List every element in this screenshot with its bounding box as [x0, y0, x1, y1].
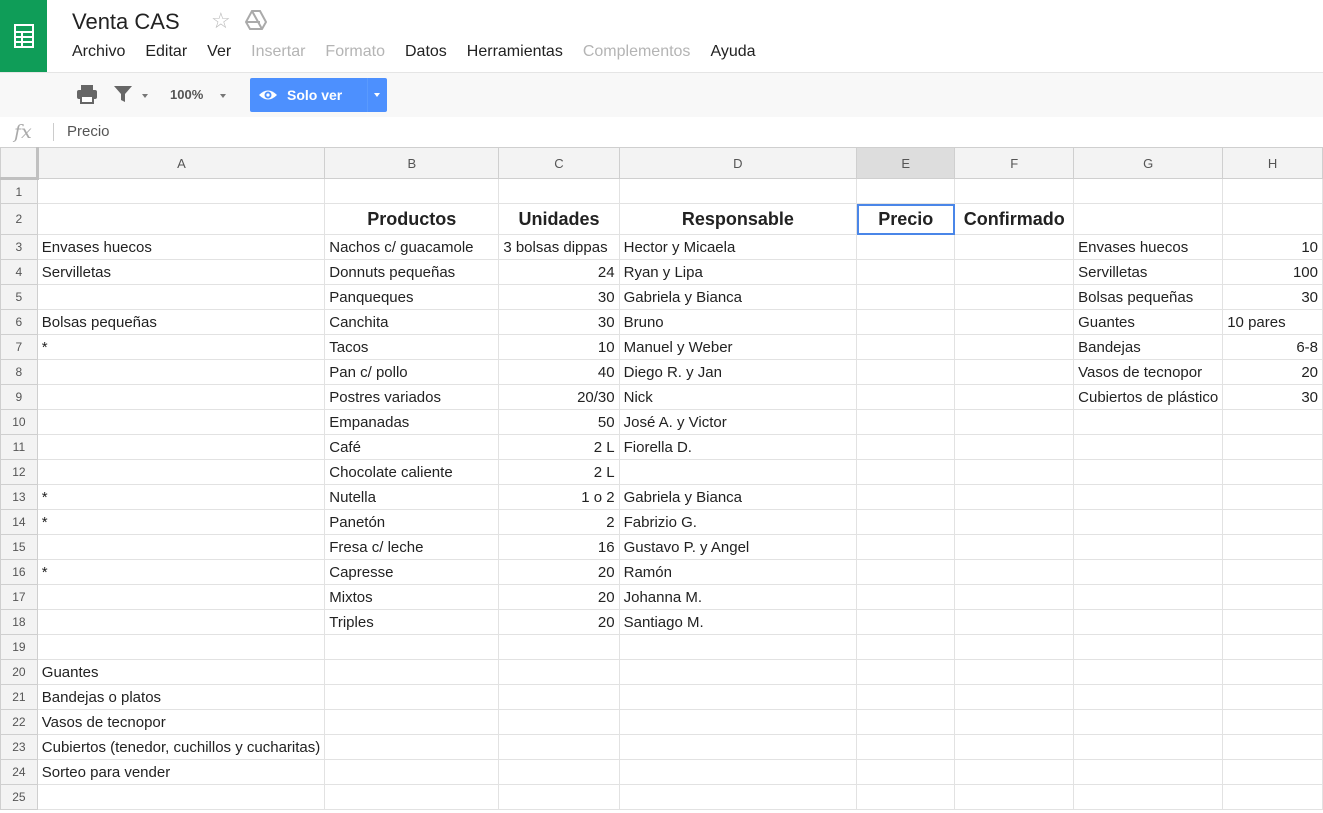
table-row [1, 260, 1323, 285]
row-header[interactable]: 19 [1, 635, 38, 660]
cell-g24[interactable] [1074, 760, 1223, 785]
row-header[interactable]: 23 [1, 735, 38, 760]
cell-a16[interactable]: * [37, 560, 324, 585]
cell-f17[interactable] [955, 585, 1074, 610]
formula-input[interactable]: Precio [67, 123, 110, 140]
cell-a14[interactable]: * [37, 510, 324, 535]
cell-a9[interactable] [37, 385, 324, 410]
cell-f23[interactable] [955, 735, 1074, 760]
toolbar [0, 72, 1323, 118]
row-header[interactable]: 12 [1, 460, 38, 485]
drive-icon[interactable] [245, 10, 267, 35]
row-header[interactable]: 24 [1, 760, 38, 785]
row-header[interactable]: 22 [1, 710, 38, 735]
cell-a2[interactable] [37, 204, 324, 235]
cell-g13[interactable] [1074, 485, 1223, 510]
cell-b24[interactable] [325, 760, 499, 785]
cell-g7[interactable]: Bandejas [1074, 335, 1223, 360]
cell-a17[interactable] [37, 585, 324, 610]
cell-b10[interactable]: Empanadas [325, 410, 499, 435]
cell-d24[interactable] [619, 760, 856, 785]
cell-e8[interactable] [857, 360, 955, 385]
select-all-corner[interactable] [1, 148, 38, 179]
cell-h7[interactable]: 6-8 [1223, 335, 1323, 360]
column-header-h[interactable]: H [1223, 148, 1323, 179]
cell-e13[interactable] [857, 485, 955, 510]
cell-d17[interactable]: Johanna M. [619, 585, 856, 610]
cell-e11[interactable] [857, 435, 955, 460]
cell-d22[interactable] [619, 710, 856, 735]
table-row [1, 585, 1323, 610]
cell-a3[interactable]: Envases huecos [37, 235, 324, 260]
view-mode-dropdown-icon[interactable] [374, 93, 380, 97]
cell-e12[interactable] [857, 460, 955, 485]
cell-b20[interactable] [325, 660, 499, 685]
cell-g11[interactable] [1074, 435, 1223, 460]
column-header-c[interactable]: C [499, 148, 619, 179]
star-icon[interactable]: ☆ [211, 8, 231, 33]
cell-h21[interactable] [1223, 685, 1323, 710]
cell-a21[interactable]: Bandejas o platos [37, 685, 324, 710]
cell-h13[interactable] [1223, 485, 1323, 510]
cell-a23[interactable]: Cubiertos (tenedor, cuchillos y cucharitas) [37, 735, 324, 760]
cell-e16[interactable] [857, 560, 955, 585]
row-header[interactable]: 17 [1, 585, 38, 610]
cell-f16[interactable] [955, 560, 1074, 585]
cell-e15[interactable] [857, 535, 955, 560]
zoom-dropdown-icon[interactable] [220, 94, 226, 98]
cell-f9[interactable] [955, 385, 1074, 410]
cell-c2[interactable]: Unidades [499, 204, 619, 235]
menu-insertar[interactable]: Insertar [251, 43, 306, 60]
cell-f7[interactable] [955, 335, 1074, 360]
cell-e20[interactable] [857, 660, 955, 685]
cell-f1[interactable] [955, 179, 1074, 204]
cell-f10[interactable] [955, 410, 1074, 435]
cell-e22[interactable] [857, 710, 955, 735]
cell-f8[interactable] [955, 360, 1074, 385]
cell-h4[interactable]: 100 [1223, 260, 1323, 285]
cell-e6[interactable] [857, 310, 955, 335]
cell-f21[interactable] [955, 685, 1074, 710]
table-row [1, 560, 1323, 585]
table-row [1, 335, 1323, 360]
cell-d18[interactable]: Santiago M. [619, 610, 856, 635]
row-header[interactable]: 4 [1, 260, 38, 285]
cell-g9[interactable]: Cubiertos de plástico [1074, 385, 1223, 410]
cell-e9[interactable] [857, 385, 955, 410]
cell-a6[interactable]: Bolsas pequeñas [37, 310, 324, 335]
table-row [1, 204, 1323, 235]
table-row [1, 460, 1323, 485]
cell-c7[interactable]: 10 [499, 335, 619, 360]
cell-c9[interactable]: 20/30 [499, 385, 619, 410]
cell-b22[interactable] [325, 710, 499, 735]
cell-e25[interactable] [857, 785, 955, 810]
cell-h23[interactable] [1223, 735, 1323, 760]
cell-a20[interactable]: Guantes [37, 660, 324, 685]
row-header[interactable]: 1 [1, 179, 38, 204]
cell-e19[interactable] [857, 635, 955, 660]
cell-c25[interactable] [499, 785, 619, 810]
row-header[interactable]: 13 [1, 485, 38, 510]
cell-h24[interactable] [1223, 760, 1323, 785]
table-row [1, 735, 1323, 760]
table-row [1, 785, 1323, 810]
cell-b9[interactable]: Postres variados [325, 385, 499, 410]
cell-b17[interactable]: Mixtos [325, 585, 499, 610]
cell-h20[interactable] [1223, 660, 1323, 685]
cell-f24[interactable] [955, 760, 1074, 785]
cell-h17[interactable] [1223, 585, 1323, 610]
cell-b23[interactable] [325, 735, 499, 760]
cell-h19[interactable] [1223, 635, 1323, 660]
row-header[interactable]: 21 [1, 685, 38, 710]
cell-a12[interactable] [37, 460, 324, 485]
cell-c17[interactable]: 20 [499, 585, 619, 610]
cell-h8[interactable]: 20 [1223, 360, 1323, 385]
row-header[interactable]: 18 [1, 610, 38, 635]
cell-c12[interactable]: 2 L [499, 460, 619, 485]
cell-b3[interactable]: Nachos c/ guacamole [325, 235, 499, 260]
cell-c15[interactable]: 16 [499, 535, 619, 560]
cell-f19[interactable] [955, 635, 1074, 660]
row-header[interactable]: 7 [1, 335, 38, 360]
cell-f4[interactable] [955, 260, 1074, 285]
cell-c13[interactable]: 1 o 2 [499, 485, 619, 510]
cell-c23[interactable] [499, 735, 619, 760]
table-row [1, 635, 1323, 660]
cell-b1[interactable] [325, 179, 499, 204]
cell-b7[interactable]: Tacos [325, 335, 499, 360]
cell-a19[interactable] [37, 635, 324, 660]
cell-a11[interactable] [37, 435, 324, 460]
cell-g1[interactable] [1074, 179, 1223, 204]
cell-h11[interactable] [1223, 435, 1323, 460]
cell-h12[interactable] [1223, 460, 1323, 485]
cell-e23[interactable] [857, 735, 955, 760]
eye-icon [258, 86, 278, 109]
row-header[interactable]: 10 [1, 410, 38, 435]
cell-a5[interactable] [37, 285, 324, 310]
table-row [1, 385, 1323, 410]
cell-d8[interactable]: Diego R. y Jan [619, 360, 856, 385]
filter-icon[interactable] [113, 85, 133, 108]
cell-g19[interactable] [1074, 635, 1223, 660]
cell-h5[interactable]: 30 [1223, 285, 1323, 310]
cell-b14[interactable]: Panetón [325, 510, 499, 535]
cell-e18[interactable] [857, 610, 955, 635]
cell-f12[interactable] [955, 460, 1074, 485]
row-header[interactable]: 15 [1, 535, 38, 560]
cell-d12[interactable] [619, 460, 856, 485]
cell-g14[interactable] [1074, 510, 1223, 535]
table-row [1, 235, 1323, 260]
cell-c11[interactable]: 2 L [499, 435, 619, 460]
table-row [1, 285, 1323, 310]
cell-b25[interactable] [325, 785, 499, 810]
column-header-b[interactable]: B [325, 148, 499, 179]
cell-b4[interactable]: Donnuts pequeñas [325, 260, 499, 285]
table-row [1, 310, 1323, 335]
table-row [1, 360, 1323, 385]
column-header-e[interactable]: E [857, 148, 955, 179]
cell-f3[interactable] [955, 235, 1074, 260]
cell-a25[interactable] [37, 785, 324, 810]
cell-c20[interactable] [499, 660, 619, 685]
cell-b12[interactable]: Chocolate caliente [325, 460, 499, 485]
table-row [1, 760, 1323, 785]
cell-h25[interactable] [1223, 785, 1323, 810]
print-icon[interactable] [76, 84, 98, 109]
cell-g10[interactable] [1074, 410, 1223, 435]
cell-c1[interactable] [499, 179, 619, 204]
cell-c24[interactable] [499, 760, 619, 785]
cell-c8[interactable]: 40 [499, 360, 619, 385]
cell-g17[interactable] [1074, 585, 1223, 610]
row-header[interactable]: 8 [1, 360, 38, 385]
cell-c5[interactable]: 30 [499, 285, 619, 310]
menu-herramientas[interactable]: Herramientas [466, 43, 563, 60]
formula-bar [0, 117, 1323, 148]
row-header[interactable]: 11 [1, 435, 38, 460]
menu-datos[interactable]: Datos [405, 43, 447, 60]
cell-d3[interactable]: Hector y Micaela [619, 235, 856, 260]
cell-a18[interactable] [37, 610, 324, 635]
cell-h18[interactable] [1223, 610, 1323, 635]
cell-g23[interactable] [1074, 735, 1223, 760]
row-header[interactable]: 9 [1, 385, 38, 410]
row-header[interactable]: 3 [1, 235, 38, 260]
row-header[interactable]: 6 [1, 310, 38, 335]
menu-complementos[interactable]: Complementos [582, 43, 691, 60]
zoom-select[interactable]: 100% [170, 87, 204, 102]
cell-c10[interactable]: 50 [499, 410, 619, 435]
cell-c18[interactable]: 20 [499, 610, 619, 635]
cell-g12[interactable] [1074, 460, 1223, 485]
cell-d5[interactable]: Gabriela y Bianca [619, 285, 856, 310]
cell-d19[interactable] [619, 635, 856, 660]
table-row [1, 510, 1323, 535]
cell-g22[interactable] [1074, 710, 1223, 735]
column-header-f[interactable]: F [955, 148, 1074, 179]
cell-d20[interactable] [619, 660, 856, 685]
row-header[interactable]: 2 [1, 204, 38, 235]
sheets-logo-icon[interactable] [0, 0, 47, 72]
cell-c14[interactable]: 2 [499, 510, 619, 535]
cell-c6[interactable]: 30 [499, 310, 619, 335]
cell-a7[interactable]: * [37, 335, 324, 360]
table-row [1, 685, 1323, 710]
cell-e5[interactable] [857, 285, 955, 310]
menu-ayuda[interactable]: Ayuda [710, 43, 756, 60]
cell-g25[interactable] [1074, 785, 1223, 810]
cell-d14[interactable]: Fabrizio G. [619, 510, 856, 535]
cell-e17[interactable] [857, 585, 955, 610]
cell-a1[interactable] [37, 179, 324, 204]
table-row [1, 410, 1323, 435]
cell-e14[interactable] [857, 510, 955, 535]
cell-g18[interactable] [1074, 610, 1223, 635]
cell-a22[interactable]: Vasos de tecnopor [37, 710, 324, 735]
cell-g16[interactable] [1074, 560, 1223, 585]
view-mode-button[interactable] [250, 78, 387, 112]
cell-c21[interactable] [499, 685, 619, 710]
cell-a15[interactable] [37, 535, 324, 560]
cell-e10[interactable] [857, 410, 955, 435]
cell-h22[interactable] [1223, 710, 1323, 735]
cell-e24[interactable] [857, 760, 955, 785]
cell-f18[interactable] [955, 610, 1074, 635]
cell-g3[interactable]: Envases huecos [1074, 235, 1223, 260]
cell-d13[interactable]: Gabriela y Bianca [619, 485, 856, 510]
menu-ver[interactable]: Ver [207, 43, 232, 60]
cell-g15[interactable] [1074, 535, 1223, 560]
cell-b5[interactable]: Panqueques [325, 285, 499, 310]
row-header[interactable]: 20 [1, 660, 38, 685]
cell-g8[interactable]: Vasos de tecnopor [1074, 360, 1223, 385]
cell-a24[interactable]: Sorteo para vender [37, 760, 324, 785]
column-header-g[interactable]: G [1074, 148, 1223, 179]
cell-d2[interactable]: Responsable [619, 204, 856, 235]
cell-d21[interactable] [619, 685, 856, 710]
cell-e3[interactable] [857, 235, 955, 260]
row-header[interactable]: 5 [1, 285, 38, 310]
menu-editar[interactable]: Editar [145, 43, 188, 60]
cell-g5[interactable]: Bolsas pequeñas [1074, 285, 1223, 310]
cell-f15[interactable] [955, 535, 1074, 560]
table-row [1, 485, 1323, 510]
cell-b18[interactable]: Triples [325, 610, 499, 635]
cell-g21[interactable] [1074, 685, 1223, 710]
table-row [1, 660, 1323, 685]
cell-a4[interactable]: Servilletas [37, 260, 324, 285]
cell-b6[interactable]: Canchita [325, 310, 499, 335]
cell-h1[interactable] [1223, 179, 1323, 204]
cell-h2[interactable] [1223, 204, 1323, 235]
cell-e4[interactable] [857, 260, 955, 285]
cell-d6[interactable]: Bruno [619, 310, 856, 335]
cell-f22[interactable] [955, 710, 1074, 735]
row-header[interactable]: 14 [1, 510, 38, 535]
cell-f14[interactable] [955, 510, 1074, 535]
table-row [1, 535, 1323, 560]
cell-f5[interactable] [955, 285, 1074, 310]
table-row [1, 610, 1323, 635]
cell-f20[interactable] [955, 660, 1074, 685]
cell-g20[interactable] [1074, 660, 1223, 685]
cell-h6[interactable]: 10 pares [1223, 310, 1323, 335]
cell-e21[interactable] [857, 685, 955, 710]
cell-d25[interactable] [619, 785, 856, 810]
cell-c3[interactable]: 3 bolsas dippas [499, 235, 619, 260]
cell-d23[interactable] [619, 735, 856, 760]
table-row [1, 179, 1323, 204]
menu-archivo[interactable]: Archivo [72, 43, 126, 60]
cell-b21[interactable] [325, 685, 499, 710]
cell-h14[interactable] [1223, 510, 1323, 535]
table-row [1, 710, 1323, 735]
cell-b8[interactable]: Pan c/ pollo [325, 360, 499, 385]
fx-icon: fx [14, 121, 32, 143]
cell-c19[interactable] [499, 635, 619, 660]
row-header[interactable]: 25 [1, 785, 38, 810]
cell-d4[interactable]: Ryan y Lipa [619, 260, 856, 285]
cell-f13[interactable] [955, 485, 1074, 510]
cell-c16[interactable]: 20 [499, 560, 619, 585]
cell-b19[interactable] [325, 635, 499, 660]
column-header-d[interactable]: D [619, 148, 856, 179]
cell-d15[interactable]: Gustavo P. y Angel [619, 535, 856, 560]
cell-b11[interactable]: Café [325, 435, 499, 460]
cell-e1[interactable] [857, 179, 955, 204]
cell-a8[interactable] [37, 360, 324, 385]
cell-f6[interactable] [955, 310, 1074, 335]
column-header-a[interactable]: A [37, 148, 324, 179]
table-row [1, 435, 1323, 460]
cell-h15[interactable] [1223, 535, 1323, 560]
cell-d7[interactable]: Manuel y Weber [619, 335, 856, 360]
cell-h16[interactable] [1223, 560, 1323, 585]
cell-d1[interactable] [619, 179, 856, 204]
cell-f2[interactable]: Confirmado [955, 204, 1074, 235]
cell-b15[interactable]: Fresa c/ leche [325, 535, 499, 560]
cell-c22[interactable] [499, 710, 619, 735]
document-title[interactable]: Venta CAS [72, 9, 180, 34]
cell-c4[interactable]: 24 [499, 260, 619, 285]
cell-g6[interactable]: Guantes [1074, 310, 1223, 335]
cell-e7[interactable] [857, 335, 955, 360]
cell-f25[interactable] [955, 785, 1074, 810]
menu-formato[interactable]: Formato [325, 43, 385, 60]
cell-d10[interactable]: José A. y Victor [619, 410, 856, 435]
cell-e2[interactable]: Precio [857, 204, 955, 235]
filter-dropdown-icon[interactable] [142, 94, 148, 98]
cell-a13[interactable]: * [37, 485, 324, 510]
cell-h9[interactable]: 30 [1223, 385, 1323, 410]
cell-g4[interactable]: Servilletas [1074, 260, 1223, 285]
cell-d11[interactable]: Fiorella D. [619, 435, 856, 460]
cell-b13[interactable]: Nutella [325, 485, 499, 510]
view-mode-label: Solo ver [287, 87, 343, 103]
cell-a10[interactable] [37, 410, 324, 435]
cell-d16[interactable]: Ramón [619, 560, 856, 585]
cell-b2[interactable]: Productos [325, 204, 499, 235]
cell-g2[interactable] [1074, 204, 1223, 235]
cell-h10[interactable] [1223, 410, 1323, 435]
spreadsheet-grid [0, 147, 1323, 810]
cell-d9[interactable]: Nick [619, 385, 856, 410]
row-header[interactable]: 16 [1, 560, 38, 585]
cell-b16[interactable]: Capresse [325, 560, 499, 585]
cell-f11[interactable] [955, 435, 1074, 460]
menu-bar [62, 43, 766, 61]
cell-h3[interactable]: 10 [1223, 235, 1323, 260]
